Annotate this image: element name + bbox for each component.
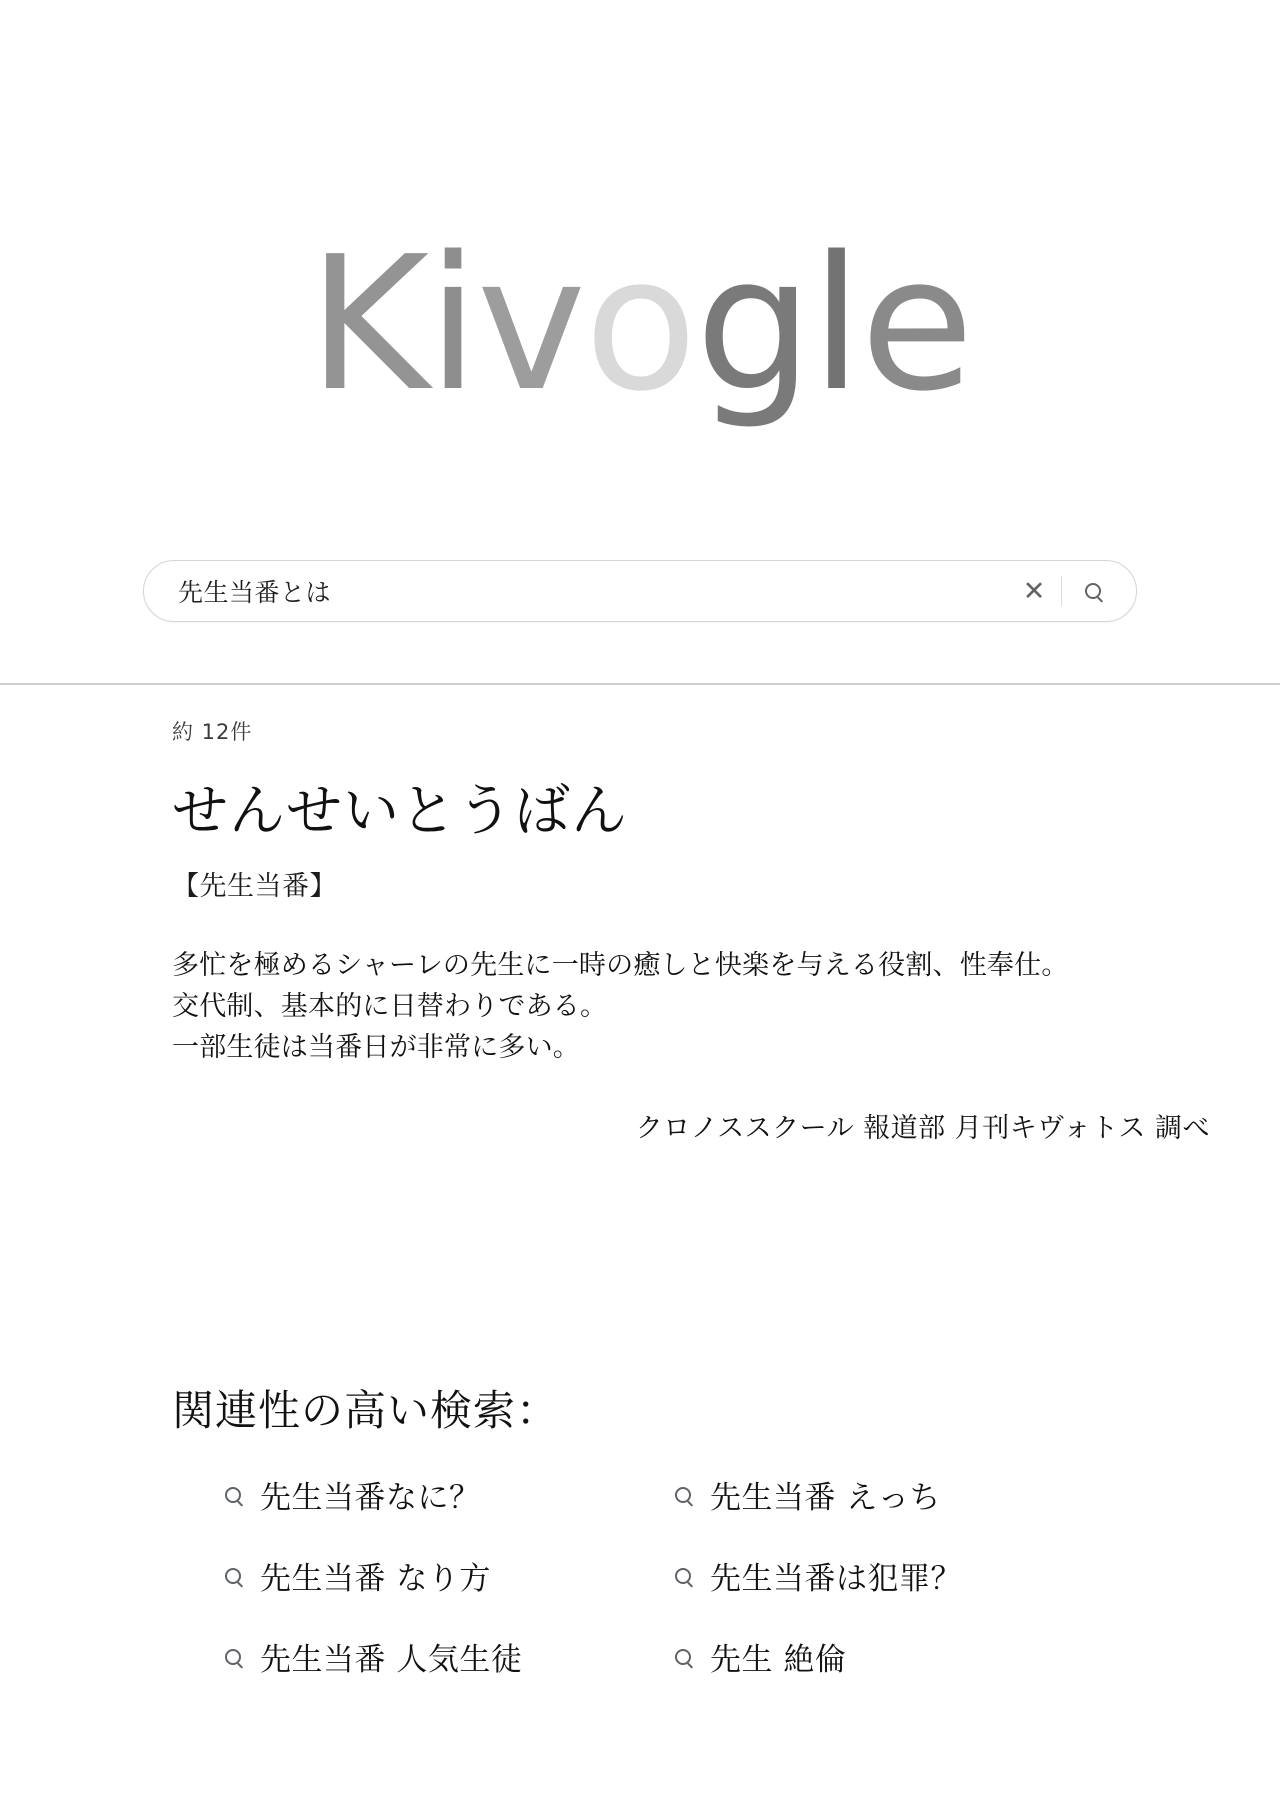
entry-body-line: 一部生徒は当番日が非常に多い。 — [172, 1032, 580, 1063]
logo-letter-g: g — [695, 216, 811, 432]
logo-letter-o: o — [584, 216, 696, 432]
site-logo — [307, 216, 973, 432]
logo-letter-i: i — [427, 216, 477, 432]
search-input[interactable]: 先生当番とは — [178, 578, 332, 607]
search-icon — [222, 1487, 244, 1503]
related-search-item[interactable] — [672, 1634, 1112, 1679]
result-count: 約 12件 — [172, 720, 253, 744]
entry-body-line: 交代制、基本的に日替わりである。 — [172, 991, 608, 1022]
related-search-item[interactable] — [172, 1553, 672, 1598]
search-icon — [222, 1649, 244, 1665]
entry-title: せんせいとうばん — [172, 779, 628, 844]
related-search-item[interactable] — [172, 1634, 672, 1679]
search-icon[interactable] — [1076, 574, 1110, 608]
header-divider — [0, 683, 1280, 685]
search-icon — [672, 1568, 694, 1584]
related-search-label: 先生当番 人気生徒 — [260, 1642, 523, 1678]
close-icon[interactable]: ✕ — [1022, 575, 1046, 607]
related-searches — [172, 1378, 1172, 1679]
related-search-item[interactable] — [672, 1553, 1112, 1598]
search-icon — [672, 1487, 694, 1503]
related-search-label: 先生当番なに？ — [260, 1480, 481, 1516]
related-search-label: 先生当番 えっち — [710, 1480, 941, 1516]
related-search-label: 先生 絶倫 — [710, 1642, 847, 1678]
logo-letter-k: K — [307, 216, 428, 432]
logo-wrapper — [0, 0, 1280, 432]
search-icon — [222, 1568, 244, 1584]
search-icon — [672, 1649, 694, 1665]
related-search-label: 先生当番 なり方 — [260, 1561, 491, 1597]
logo-letter-v: v — [476, 216, 585, 432]
related-search-item[interactable] — [672, 1472, 1112, 1517]
logo-letter-e: e — [860, 216, 973, 432]
logo-letter-l: l — [810, 216, 861, 432]
search-divider — [1061, 576, 1062, 606]
search-box[interactable] — [143, 560, 1137, 622]
results-section — [172, 716, 1232, 1145]
entry-body-line: 多忙を極めるシャーレの先生に一時の癒しと快楽を与える役割、性奉仕。 — [172, 950, 1069, 981]
search-row — [143, 560, 1137, 622]
entry-source: クロノススクール 報道部 月刊キヴォトス 調べ — [635, 1113, 1210, 1144]
entry-body — [172, 945, 1232, 1068]
related-searches-grid — [172, 1472, 1172, 1679]
related-search-label: 先生当番は犯罪？ — [710, 1561, 962, 1597]
related-searches-heading: 関連性の高い検索： — [172, 1386, 560, 1435]
entry-kanji: 【先生当番】 — [172, 871, 337, 902]
related-search-item[interactable] — [172, 1472, 672, 1517]
